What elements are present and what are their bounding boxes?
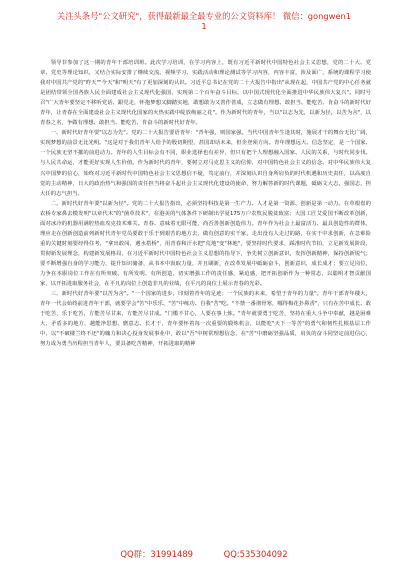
footer-contact bbox=[0, 548, 408, 562]
section-three-paragraph: 三、新时代好青年要"以苦为舍"。"一个国家的进步，印刻着青年的足迹；一个民族的未来，希望于青年的力量"。青年干部青年楼大，青年一代会始终前进青年干部，就要学会"苦"中乐乐、"苦"中练功、自我"苦"吃。"不禁一番彻骨寒，哪得梅花扑鼻香"，只有在苦中成长、敢于吃苦，乐于吃苦，方能苦尽甘来，方能苦尽甘成。"门槛不甘心，人要在事上炼。"青年就要勇于吃苦，坚持在重大斗争中奉献，越是困难大，矛盾多的地方，越能净思想、磨意志、长才干，青年要怀着每一次重要的锻炼机会，以能吃"天下一等苦"的勇气和韧性扎根基层工作中，以"不破楼兰终不还"的魄力和决心投身发展事业中，敢以"吾"中树常理想信念，在"苦"中磨砺坚强品质，肩负的奋斗同坚定前进信心，努力成为勇当历程担当青年人，要具备吃苦精神，开拓进取的精神 bbox=[40, 291, 371, 348]
section-one-paragraph: 一、新时代好青年要"以志为先"。党的二十大报告要语青年："青年强，则国家强。当代中国青年生逢其时，施展才干的舞台无比广阔，实现梦想的前景无比光明。"这是对于我们青年人给予的殷切期望，甚国却话未来，但企登须方向。青年理想远大、信念坚定，是一个国家、一个民族无坚不摧的前进动力。青年的人生目标会有不同，职业选择也有差异，但只有把个人理想融入国家、人民的关系，与时代同步伐、与人民共命运，才能更好实现人生价值。作为新时代的青年，要树立对马克思主义的信仰、对中国特色社会主义的信念、对中华民族伟大复兴中国梦的信心，始终对习近平新时代中国特色社会主义思想信不疑，笃定前行，并深刻认识自身所肩负的时代机遇和历史责任，以高度自觉的主动精神，日大的政治热气和强国的责任担当将奋斗起社会主义现代化建设的使命，努力解答新的时代课题，砥砺文大志，强国志，担大任的志气担当。 bbox=[40, 130, 371, 197]
header-banner-number: 1 bbox=[201, 21, 207, 31]
footer-qq: QQ:535304092 bbox=[223, 549, 288, 559]
header-banner-text: 关注头条号"公文研究"，获得最新最全最专业的公文资料库！ 微信：gongwen1 bbox=[56, 11, 352, 21]
intro-paragraph: 领导非参加了这一期的青年干部培训班。此次学习培训，在学习内容上，既有习近平新时代中国特色社会主义思想，党的二十大、党章、党史等理论知识，又结合实际安排了继续交流、视频学习、实践活动和理论测试等学习内容，内容丰富，涉及面广，系统的课程学习使我对中国共产党的"昨天""今天"和"明天"有了更加深刻的认识。习近平总书记在党的二十大报告中指出"从现在起，中国共产党的中心任务就是团结带领全国各族人民全面建成社会主义现代化强国、实现第二个百年奋斗目标，以中国式现代化全面推进中华民族伟大复兴"。同时号召"广大青年要坚定不移听党话、跟党走，怀抱梦想又脚踏实地，敢想敢为又善作善成，立志做有理想、敢担当、能吃苦、肯奋斗的新时代好青年，让青春在全面建设社会主义现代化国家的火热实践中绽放绚丽之花"。作为新时代的青年，当以"以志为先，以新为径，以苦为舍"，以青春之名，争做有理想、敢担当、能吃苦、肯奋斗的新时代好青年。 bbox=[40, 60, 371, 127]
footer-qq-group: QQ群：31991489 bbox=[120, 549, 193, 559]
document-body bbox=[40, 58, 371, 349]
header-banner bbox=[0, 11, 408, 41]
section-two-paragraph: 二、新时代好青年要"以新为径"。党的二十大报告指出，必须坚持科技是第一生产力、人才是第一资源、创新是第一动力。在草根盘的农桥专家鼻去模发明"以章代木"的"菌草技术"，在港美的气体条件下研制出学夏175万户农牧民脱贫致富；大国工匠艾爱国不断改革创新，面对冰冷的机器用满腔热血攻克技术难关。青春、意味着无限可能，尚否善创新创造伟力。青年作为社会上最富活力、最具创造性的群体，理应走在创新创造前列新时代青年党员要敢于乐于到艰苦的地方去，做有创意的实干家，走出没有人走过的路，在实干中求创新，在急难险重的关键时刻要经得住考，"拿出敢闯，遇水搭桥"，用青春和汗水把"荒地"变"林地"，要坚持时代要求，踩准时代节拍，立足新发展阶段，贯彻新发展理念，构建新发展格局，在习近平新时代中国特色社会主义思想的指导下，争先树立创新意识，发挥创新精神，保持创新锐气；要不断增强自身的学习能力，提升知识储备，从书本中汲取力量，并且刷新，在改革发展中砥砺奋斗，创新意识，成长成才；要立足岗位，力争在本职岗位工作在有所突破、有所发明、有所创造，切实增强工作的责任感，紧迫感，把开拓创新作为一种常态，以聪明才智贡献国家，以开拓进取服务社会，在平凡的岗位上创造非凡的业绩，在平凡的岗位上展示青春的光彩。 bbox=[40, 200, 371, 288]
